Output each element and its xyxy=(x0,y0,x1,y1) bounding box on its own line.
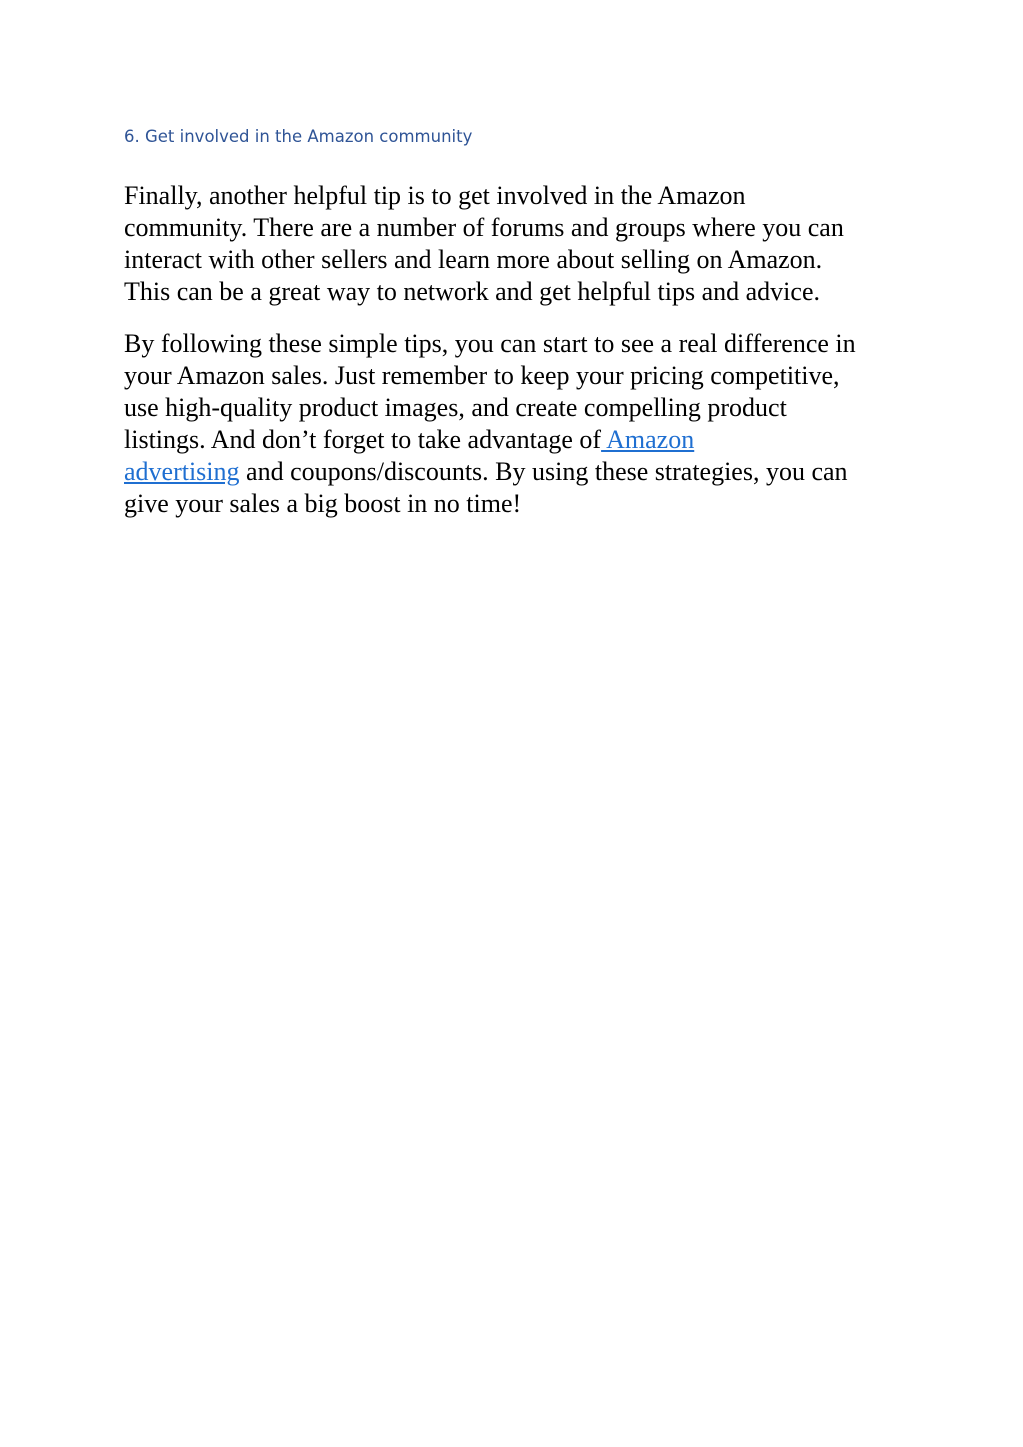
paragraph-line: give your sales a big boost in no time! xyxy=(124,489,522,518)
amazon-advertising-link[interactable]: Amazon xyxy=(601,425,695,454)
section-heading: 6. Get involved in the Amazon community xyxy=(124,127,473,146)
paragraph-line: interact with other sellers and learn more about selling on Amazon. xyxy=(124,245,823,274)
paragraph-line xyxy=(124,424,914,456)
paragraph-line xyxy=(124,456,914,488)
paragraph-line: By following these simple tips, you can start to see a real difference in xyxy=(124,329,856,358)
paragraph-community xyxy=(124,180,914,308)
amazon-advertising-link[interactable]: advertising xyxy=(124,457,240,486)
paragraph-line: use high-quality product images, and create compelling product xyxy=(124,393,787,422)
line-text: and coupons/discounts. By using these strategies, you can xyxy=(239,457,848,486)
paragraph-line: Finally, another helpful tip is to get involved in the Amazon xyxy=(124,181,746,210)
paragraph-line: your Amazon sales. Just remember to keep your pricing competitive, xyxy=(124,361,840,390)
paragraph-line: community. There are a number of forums and groups where you can xyxy=(124,213,844,242)
paragraph-line: This can be a great way to network and get helpful tips and advice. xyxy=(124,277,820,306)
line-text: listings. And don’t forget to take advantage of xyxy=(124,425,602,454)
paragraph-conclusion xyxy=(124,328,914,520)
